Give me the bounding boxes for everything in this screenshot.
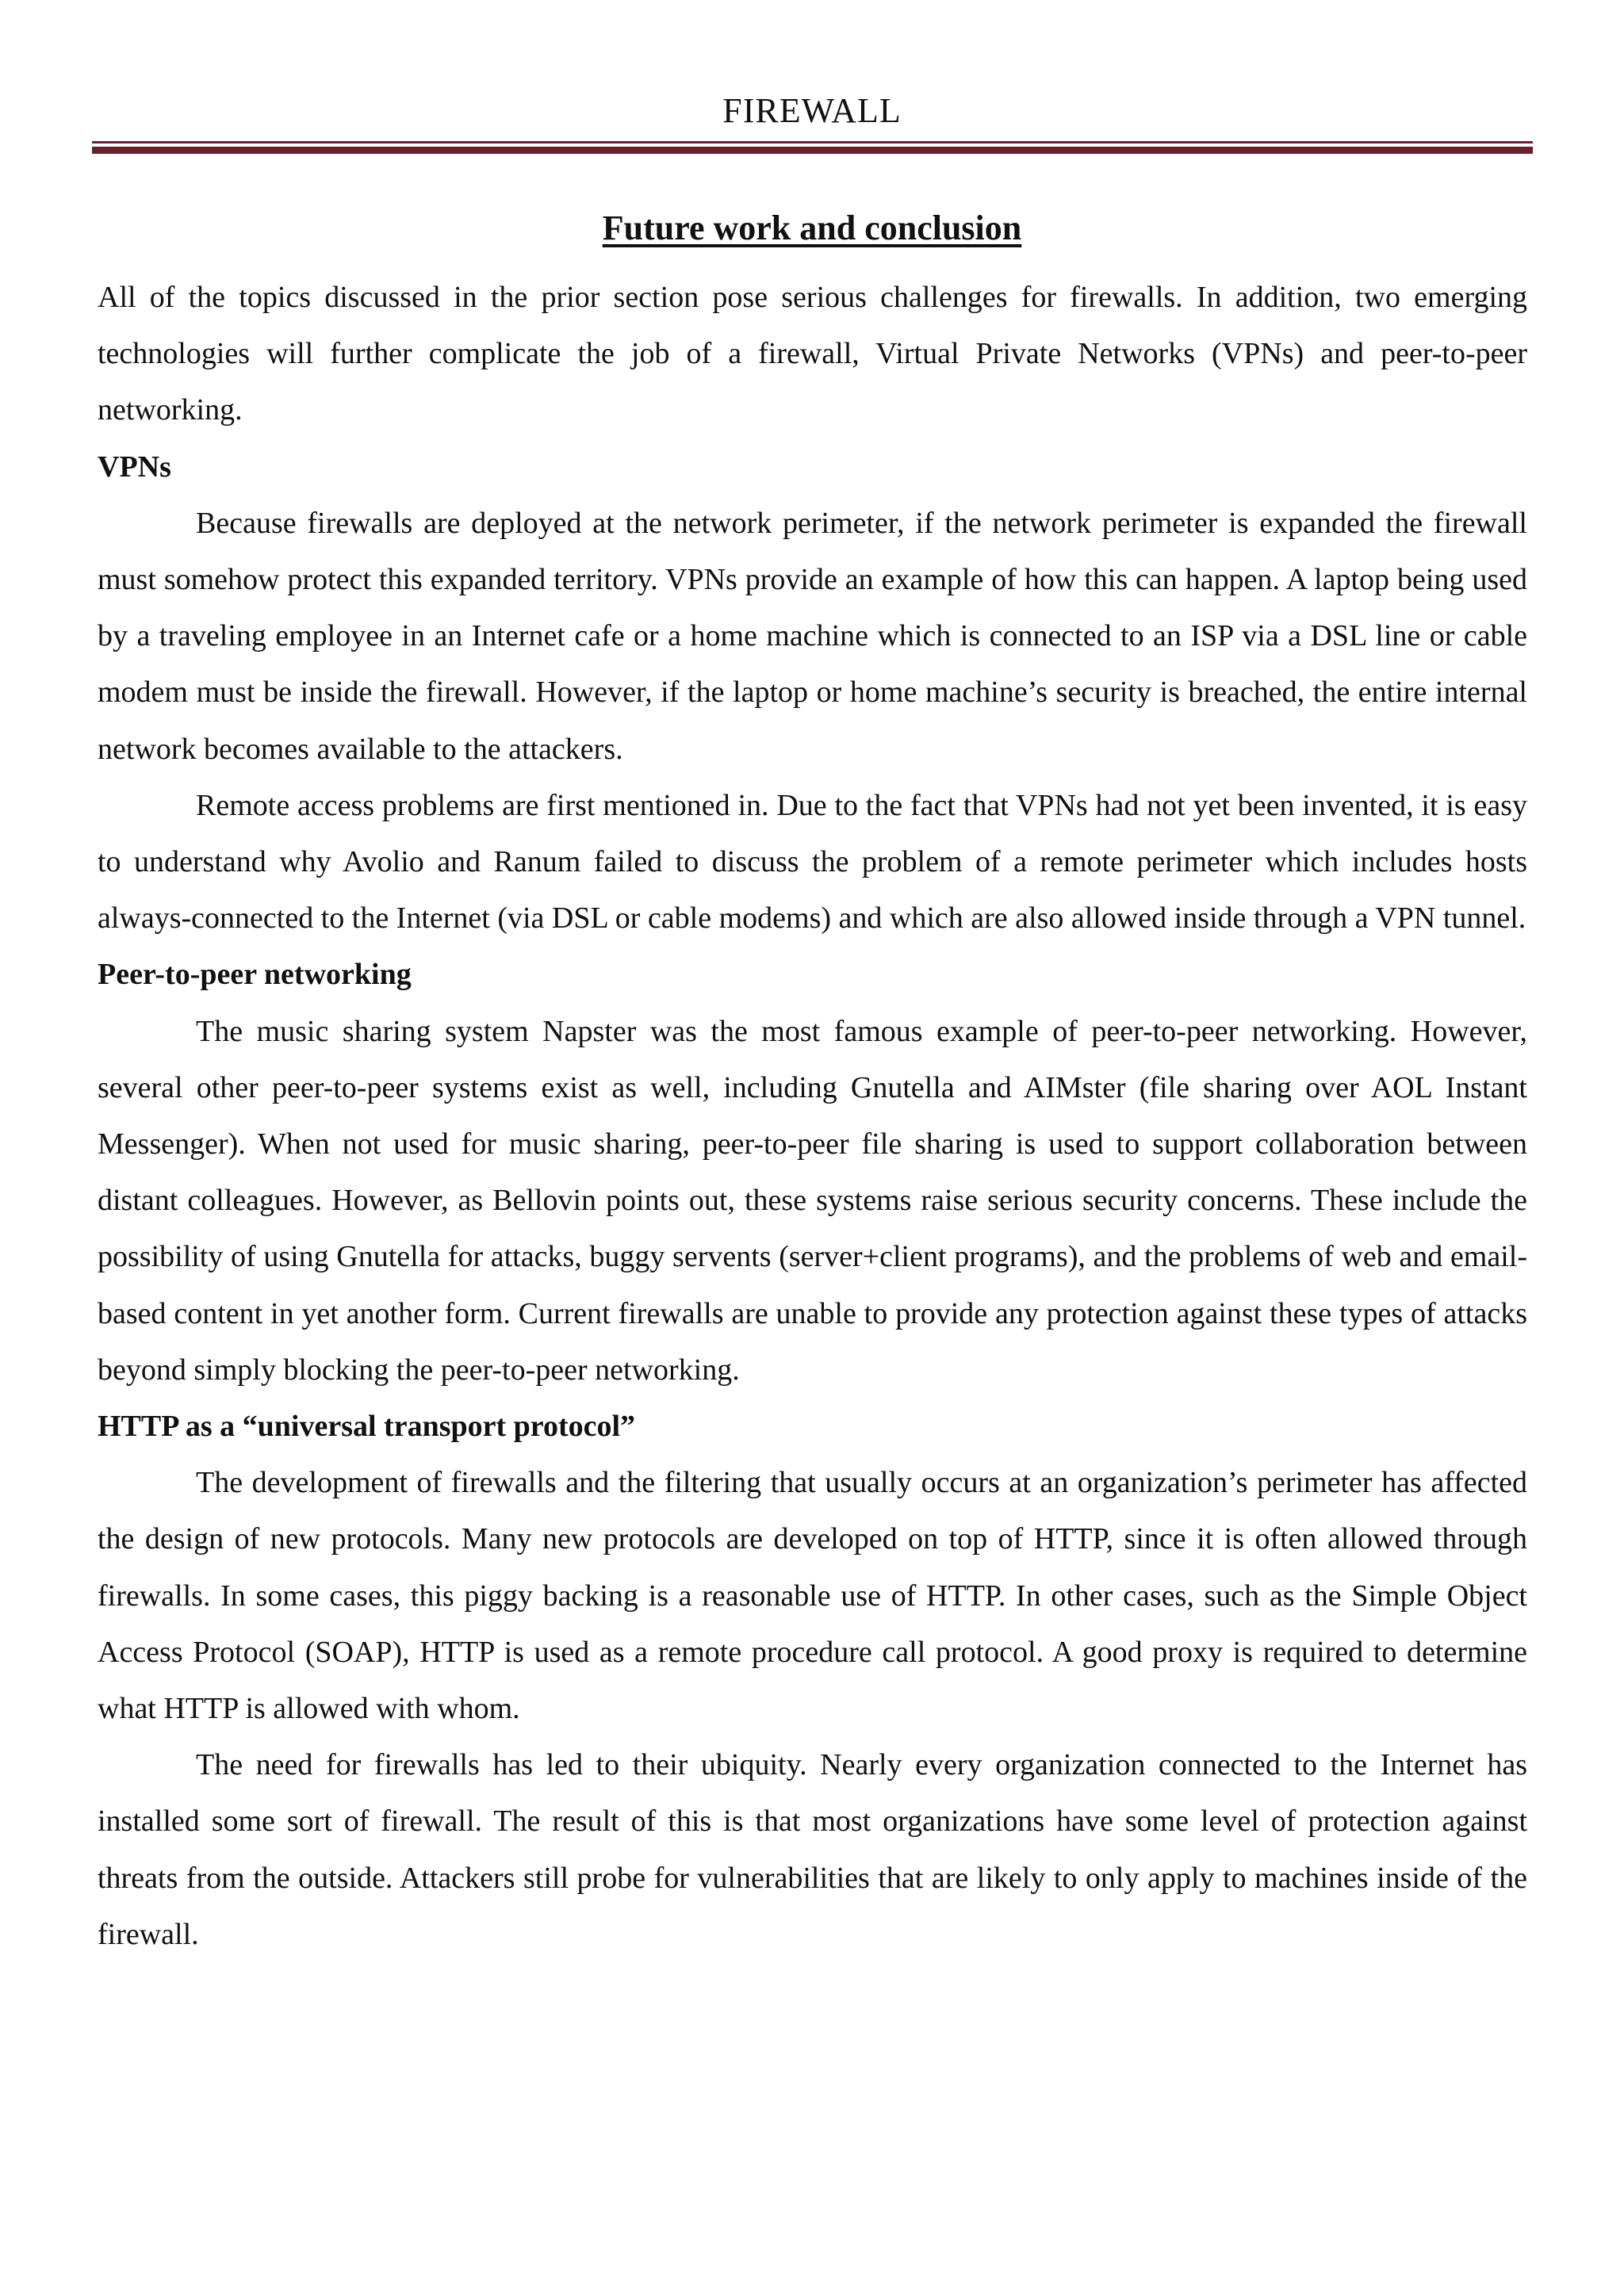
http-paragraph-2: The need for firewalls has led to their ubiquity. Nearly every organization connected to the Internet has installed some sort of firewall. The result of this is that most organizations have some level of protection against threats from the outside. Attackers still probe for vulnerabilities that are likely to only apply to machines inside of the firewall. [98, 1748, 1527, 1951]
vpns-paragraph-2: Remote access problems are first mentioned in. Due to the fact that VPNs had not yet been invented, it is easy to understand why Avolio and Ranum failed to discuss the problem of a remote perimeter which includes hosts always-connected to the Internet (via DSL or cable modems) and which are also allowed inside through a VPN tunnel. [98, 788, 1527, 936]
http-paragraph-1: The development of firewalls and the filtering that usually occurs at an organization’s perimeter has affected the design of new protocols. Many new protocols are developed on top of HTTP, since it is often allowed through firewalls. In some cases, this piggy backing is a reasonable use of HTTP. In other cases, such as the Simple Object Access Protocol (SOAP), HTTP is used as a remote procedure call protocol. A good proxy is required to determine what HTTP is allowed with whom. [98, 1466, 1527, 1726]
vpns-heading: VPNs [98, 450, 171, 484]
section-title: Future work and conclusion [602, 209, 1022, 247]
header-rule-thin [92, 141, 1533, 144]
running-header-title: FIREWALL [722, 91, 902, 130]
header-rule-thick [92, 147, 1533, 154]
document-body [98, 270, 1527, 1963]
vpns-paragraph-1: Because firewalls are deployed at the network perimeter, if the network perimeter is expanded the firewall must somehow protect this expanded territory. VPNs provide an example of how this can happen. A laptop being used by a traveling employee in an Internet cafe or a home machine which is connected to an ISP via a DSL line or cable modem must be inside the firewall. However, if the laptop or home machine’s security is breached, the entire internal network becomes available to the attackers. [98, 506, 1527, 766]
p2p-heading: Peer-to-peer networking [98, 958, 412, 992]
http-heading: HTTP as a “universal transport protocol” [98, 1410, 636, 1444]
p2p-paragraph-1: The music sharing system Napster was the most famous example of peer-to-peer networking. However, several other peer-to-peer systems exist as well, including Gnutella and AIMster (file sharing over AOL Instant Messenger). When not used for music sharing, peer-to-peer file sharing is used to support collaboration between distant colleagues. However, as Bellovin points out, these systems raise serious security concerns. These include the possibility of using Gnutella for attacks, buggy servents (server+client programs), and the problems of web and email-based content in yet another form. Current firewalls are unable to provide any protection against these types of attacks beyond simply blocking the peer-to-peer networking. [98, 1014, 1527, 1387]
intro-paragraph: All of the topics discussed in the prior section pose serious challenges for firewalls. In addition, two emerging technologies will further complicate the job of a firewall, Virtual Private Networks (VPNs) and peer-to-peer networking. [98, 281, 1527, 427]
